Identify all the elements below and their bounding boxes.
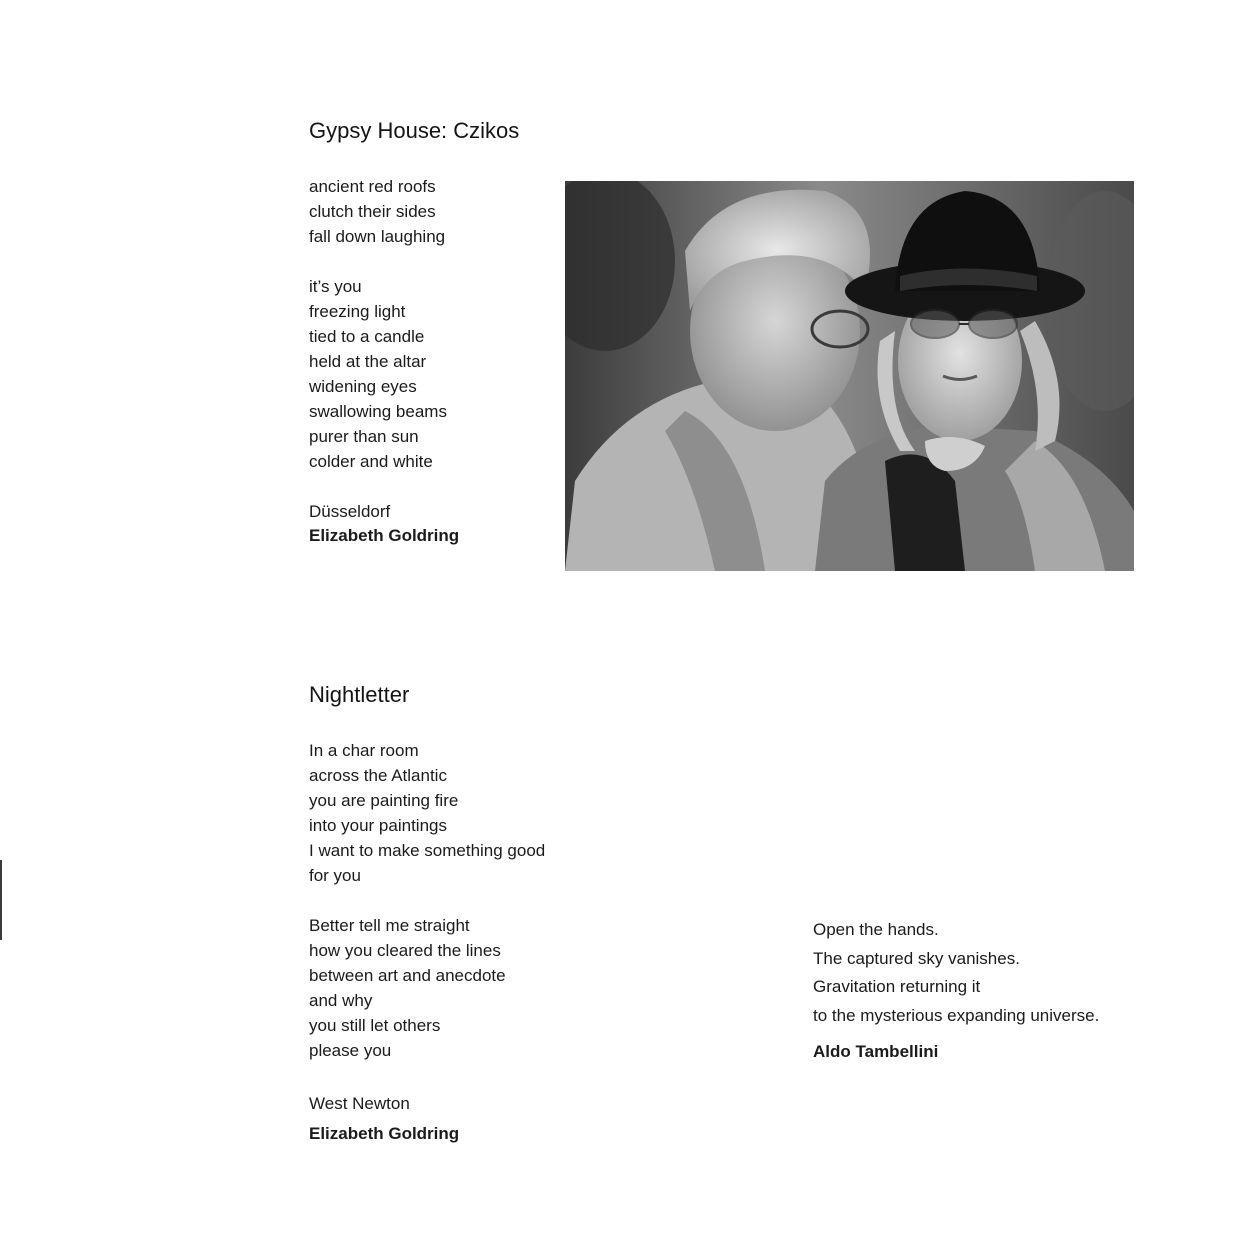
- poem-line: The captured sky vanishes.: [813, 948, 1020, 968]
- poem-line: purer than sun: [309, 427, 419, 446]
- poem-line: between art and anecdote: [309, 966, 506, 985]
- poem-body: [309, 174, 447, 474]
- poem-place: West Newton: [309, 1094, 410, 1113]
- poem-line: Open the hands.: [813, 920, 939, 939]
- poem-line: I want to make something good: [309, 841, 546, 860]
- poem-signature: [309, 500, 459, 548]
- poem-line: into your paintings: [309, 816, 447, 835]
- portrait-photo: [565, 181, 1134, 571]
- poem-author: Elizabeth Goldring: [309, 1124, 460, 1143]
- poem-signature: [309, 1089, 459, 1149]
- poem-line: you are painting fire: [309, 791, 459, 810]
- poem-line: swallowing beams: [309, 402, 447, 421]
- poem-line: In a char room: [309, 741, 419, 760]
- stanza-break: [309, 249, 447, 274]
- poem-line: held at the altar: [309, 352, 427, 371]
- poem-line: fall down laughing: [309, 227, 446, 246]
- poem-line: freezing light: [309, 302, 406, 321]
- poem-body: [309, 738, 545, 1063]
- poem-line: it’s you: [309, 277, 362, 296]
- poem-author: Elizabeth Goldring: [309, 526, 460, 545]
- poem-place: Düsseldorf: [309, 502, 391, 521]
- poem-line: you still let others: [309, 1016, 441, 1035]
- poem-line: Gravitation returning it: [813, 977, 981, 996]
- scan-edge-mark: [0, 860, 2, 940]
- poem-author: Aldo Tambellini: [813, 1042, 939, 1061]
- poem-line: across the Atlantic: [309, 766, 447, 785]
- poem-line: please you: [309, 1041, 392, 1060]
- poem-line: Better tell me straight: [309, 916, 470, 935]
- poem-body: [813, 916, 1099, 1030]
- poem-title: Gypsy House: Czikos: [309, 118, 520, 143]
- poem-line: ancient red roofs: [309, 177, 436, 196]
- poem-line: to the mysterious expanding universe.: [813, 1005, 1100, 1025]
- poem-line: widening eyes: [309, 377, 417, 396]
- poem-line: clutch their sides: [309, 202, 436, 221]
- poem-line: how you cleared the lines: [309, 941, 501, 960]
- poem-line: for you: [309, 866, 361, 885]
- stanza-break: [309, 888, 545, 913]
- poem-line: colder and white: [309, 452, 433, 471]
- poem-line: tied to a candle: [309, 327, 425, 346]
- poem-line: and why: [309, 991, 373, 1010]
- poem-signature: [813, 1042, 938, 1062]
- poem-title: Nightletter: [309, 682, 410, 707]
